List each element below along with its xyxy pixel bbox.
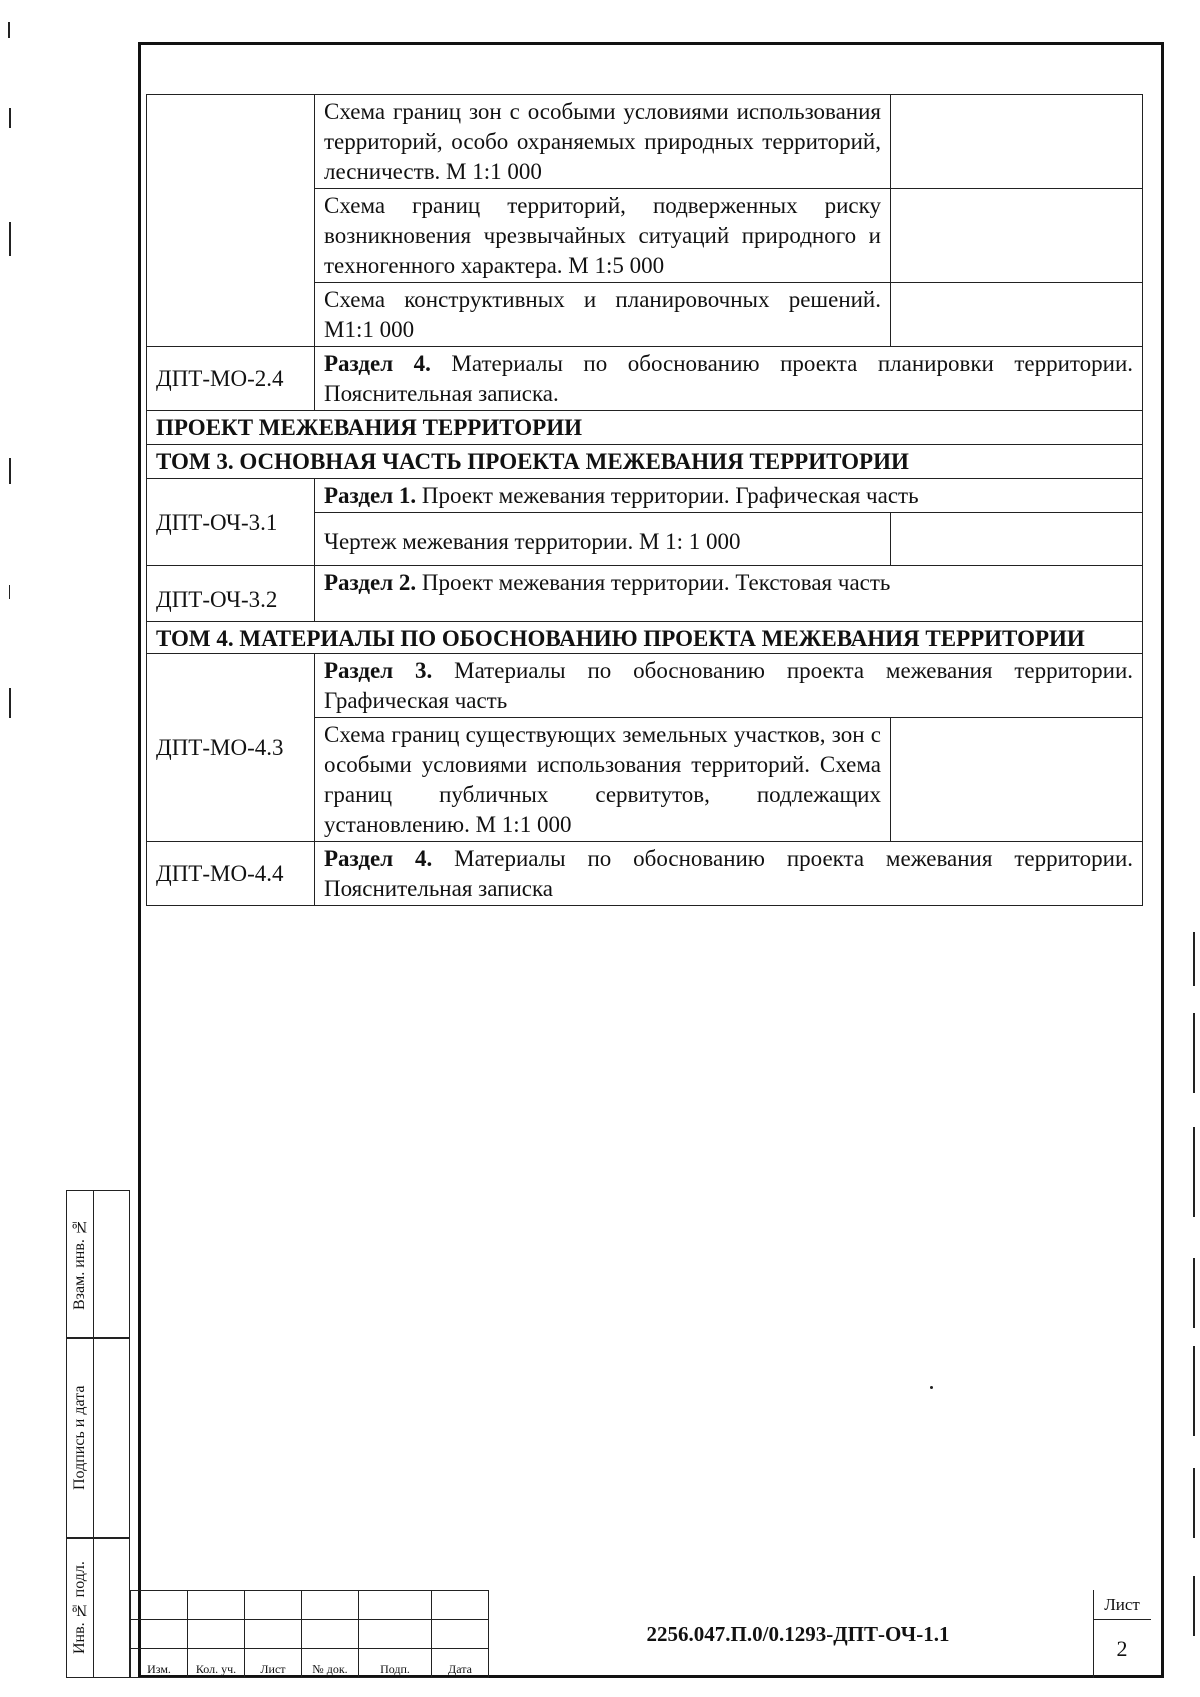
scan-mark — [1193, 1576, 1195, 1636]
empty-cell — [891, 513, 1143, 566]
table-row — [147, 654, 1143, 718]
contents-table — [146, 94, 1143, 906]
stamp-col-label: № док. — [302, 1649, 359, 1678]
side-label-inventory: Инв. № подл. — [71, 1561, 88, 1655]
side-cell — [94, 1338, 130, 1538]
stamp-col-label: Дата — [432, 1649, 489, 1678]
scan-mark — [1193, 1468, 1195, 1538]
scan-mark — [1193, 932, 1195, 986]
row-code: ДПТ-ОЧ-3.1 — [147, 479, 315, 566]
sheet-number: 2 — [1116, 1636, 1128, 1661]
section-label: Раздел 4. — [324, 846, 433, 871]
section-label: Раздел 3. — [324, 658, 433, 683]
row-code: ДПТ-ОЧ-3.2 — [147, 566, 315, 622]
document-number: 2256.047.П.0/0.1293-ДПТ-ОЧ-1.1 — [646, 1621, 950, 1646]
empty-cell — [891, 718, 1143, 842]
section-text: Проект межевания территории. Текстовая часть — [416, 570, 891, 595]
table-heading-row — [147, 411, 1143, 445]
scan-mark — [9, 688, 11, 718]
scan-mark — [1193, 1346, 1195, 1436]
scan-dot — [930, 1386, 933, 1389]
volume-heading: ТОМ 4. МАТЕРИАЛЫ ПО ОБОСНОВАНИЮ ПРОЕКТА МЕЖЕВАНИЯ ТЕРРИТОРИИ — [147, 622, 1143, 654]
row-text — [315, 654, 1143, 718]
row-text — [315, 842, 1143, 906]
table-row — [147, 566, 1143, 622]
side-label-signature: Подпись и дата — [71, 1385, 88, 1491]
section-label: Раздел 2. — [324, 570, 417, 595]
section-text: Материалы по обоснованию проекта планировки территории. Пояснительная записка. — [324, 351, 1134, 406]
stamp-col-label: Лист — [245, 1649, 302, 1678]
table-row — [147, 479, 1143, 513]
empty-code-cell — [147, 95, 315, 347]
row-text: Схема конструктивных и планировочных решений. М1:1 000 — [315, 283, 891, 347]
scan-mark — [1193, 1258, 1195, 1328]
scan-mark — [9, 222, 11, 256]
stamp-col-label: Изм. — [131, 1649, 188, 1678]
row-text: Чертеж межевания территории. М 1: 1 000 — [315, 513, 891, 566]
side-cell — [94, 1538, 130, 1678]
table-row — [147, 347, 1143, 411]
scan-mark — [9, 458, 11, 484]
row-code: ДПТ-МО-4.4 — [147, 842, 315, 906]
scan-mark — [1193, 1013, 1195, 1093]
row-text — [315, 479, 1143, 513]
table-heading-row — [147, 622, 1143, 654]
scan-mark — [1193, 1127, 1195, 1217]
row-text: Схема границ зон с особыми условиями использования территорий, особо охраняемых природных территорий, лесничеств. М 1:1 000 — [315, 95, 891, 189]
empty-cell — [891, 283, 1143, 347]
table-row — [147, 842, 1143, 906]
row-text — [315, 347, 1143, 411]
row-text — [315, 566, 1143, 622]
scan-mark — [9, 585, 10, 599]
section-text: Материалы по обоснованию проекта межевания территории. Пояснительная записка — [324, 846, 1133, 901]
section-heading: ПРОЕКТ МЕЖЕВАНИЯ ТЕРРИТОРИИ — [147, 411, 1143, 445]
row-code: ДПТ-МО-4.3 — [147, 654, 315, 842]
side-cell — [94, 1190, 130, 1338]
section-text: Материалы по обоснованию проекта межевания территории. Графическая часть — [324, 658, 1133, 713]
section-label: Раздел 1. — [324, 483, 417, 508]
sheet-label: Лист — [1093, 1590, 1151, 1620]
scan-mark — [8, 22, 10, 38]
section-label: Раздел 4. — [324, 351, 431, 376]
row-code: ДПТ-МО-2.4 — [147, 347, 315, 411]
title-block — [130, 1590, 489, 1678]
stamp-col-label: Кол. уч. — [188, 1649, 245, 1678]
row-text: Схема границ территорий, подверженных риску возникновения чрезвычайных ситуаций природного и техногенного характера. М 1:5 000 — [315, 189, 891, 283]
stamp-col-label: Подп. — [359, 1649, 432, 1678]
side-label-vzam: Взам. инв. № — [71, 1218, 88, 1310]
table-row — [147, 95, 1143, 189]
empty-cell — [891, 95, 1143, 189]
empty-cell — [891, 189, 1143, 283]
row-text: Схема границ существующих земельных участков, зон с особыми условиями использования территорий. Схема границ публичных сервитутов, подлежащих установлению. М 1:1 000 — [315, 718, 891, 842]
scan-mark — [9, 108, 11, 128]
section-text: Проект межевания территории. Графическая часть — [416, 483, 919, 508]
table-heading-row — [147, 445, 1143, 479]
volume-heading: ТОМ 3. ОСНОВНАЯ ЧАСТЬ ПРОЕКТА МЕЖЕВАНИЯ ТЕРРИТОРИИ — [147, 445, 1143, 479]
